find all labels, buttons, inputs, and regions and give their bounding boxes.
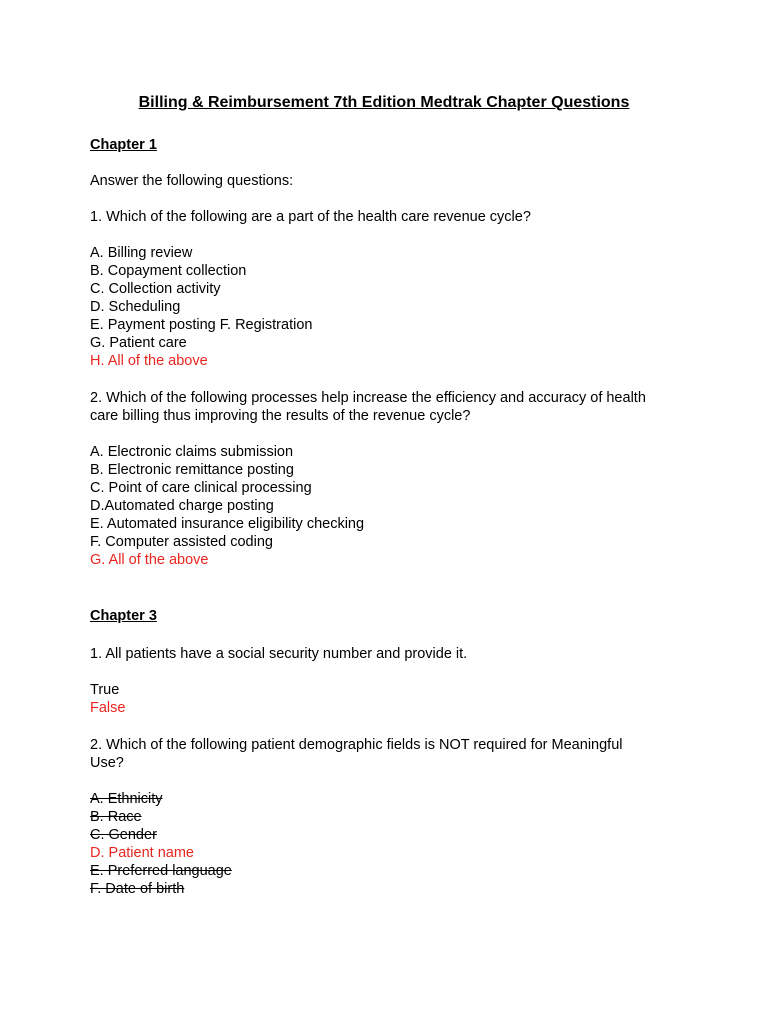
option-line: D.Automated charge posting <box>90 498 274 514</box>
option-line: C. Point of care clinical processing <box>90 480 312 496</box>
option-line: E. Payment posting F. Registration <box>90 317 313 333</box>
option-line: G. Patient care <box>90 335 187 351</box>
option-line: B. Electronic remittance posting <box>90 462 294 478</box>
chapter-3-question-1: 1. All patients have a social security number and provide it. <box>90 646 468 662</box>
option-line: A. Billing review <box>90 245 193 261</box>
chapter-1-intro: Answer the following questions: <box>90 173 294 189</box>
option-line: True <box>90 682 120 698</box>
chapter-1-heading: Chapter 1 <box>90 137 157 153</box>
struck-option: C. Gender <box>90 827 157 843</box>
correct-answer: H. All of the above <box>90 353 208 369</box>
struck-option: F. Date of birth <box>90 881 185 897</box>
correct-answer: False <box>90 700 126 716</box>
chapter-1-question-2-line-2: care billing thus improving the results of the revenue cycle? <box>90 408 471 424</box>
chapter-3-question-2-line-2: Use? <box>90 755 124 771</box>
struck-option: A. Ethnicity <box>90 791 163 807</box>
correct-answer: G. All of the above <box>90 552 209 568</box>
struck-option: E. Preferred language <box>90 863 232 879</box>
document-title: Billing & Reimbursement 7th Edition Medtrak Chapter Questions <box>138 94 630 111</box>
chapter-1-question-2-line-1: 2. Which of the following processes help increase the efficiency and accuracy of health <box>90 390 646 406</box>
option-line: F. Computer assisted coding <box>90 534 273 550</box>
chapter-3-heading: Chapter 3 <box>90 608 157 624</box>
option-line: A. Electronic claims submission <box>90 444 294 460</box>
chapter-3-question-2-line-1: 2. Which of the following patient demographic fields is NOT required for Meaningful <box>90 737 623 753</box>
correct-answer: D. Patient name <box>90 845 194 861</box>
struck-option: B. Race <box>90 809 142 825</box>
option-line: E. Automated insurance eligibility checking <box>90 516 365 532</box>
option-line: B. Copayment collection <box>90 263 247 279</box>
chapter-1-question-1: 1. Which of the following are a part of the health care revenue cycle? <box>90 209 531 225</box>
option-line: C. Collection activity <box>90 281 221 297</box>
option-line: D. Scheduling <box>90 299 181 315</box>
